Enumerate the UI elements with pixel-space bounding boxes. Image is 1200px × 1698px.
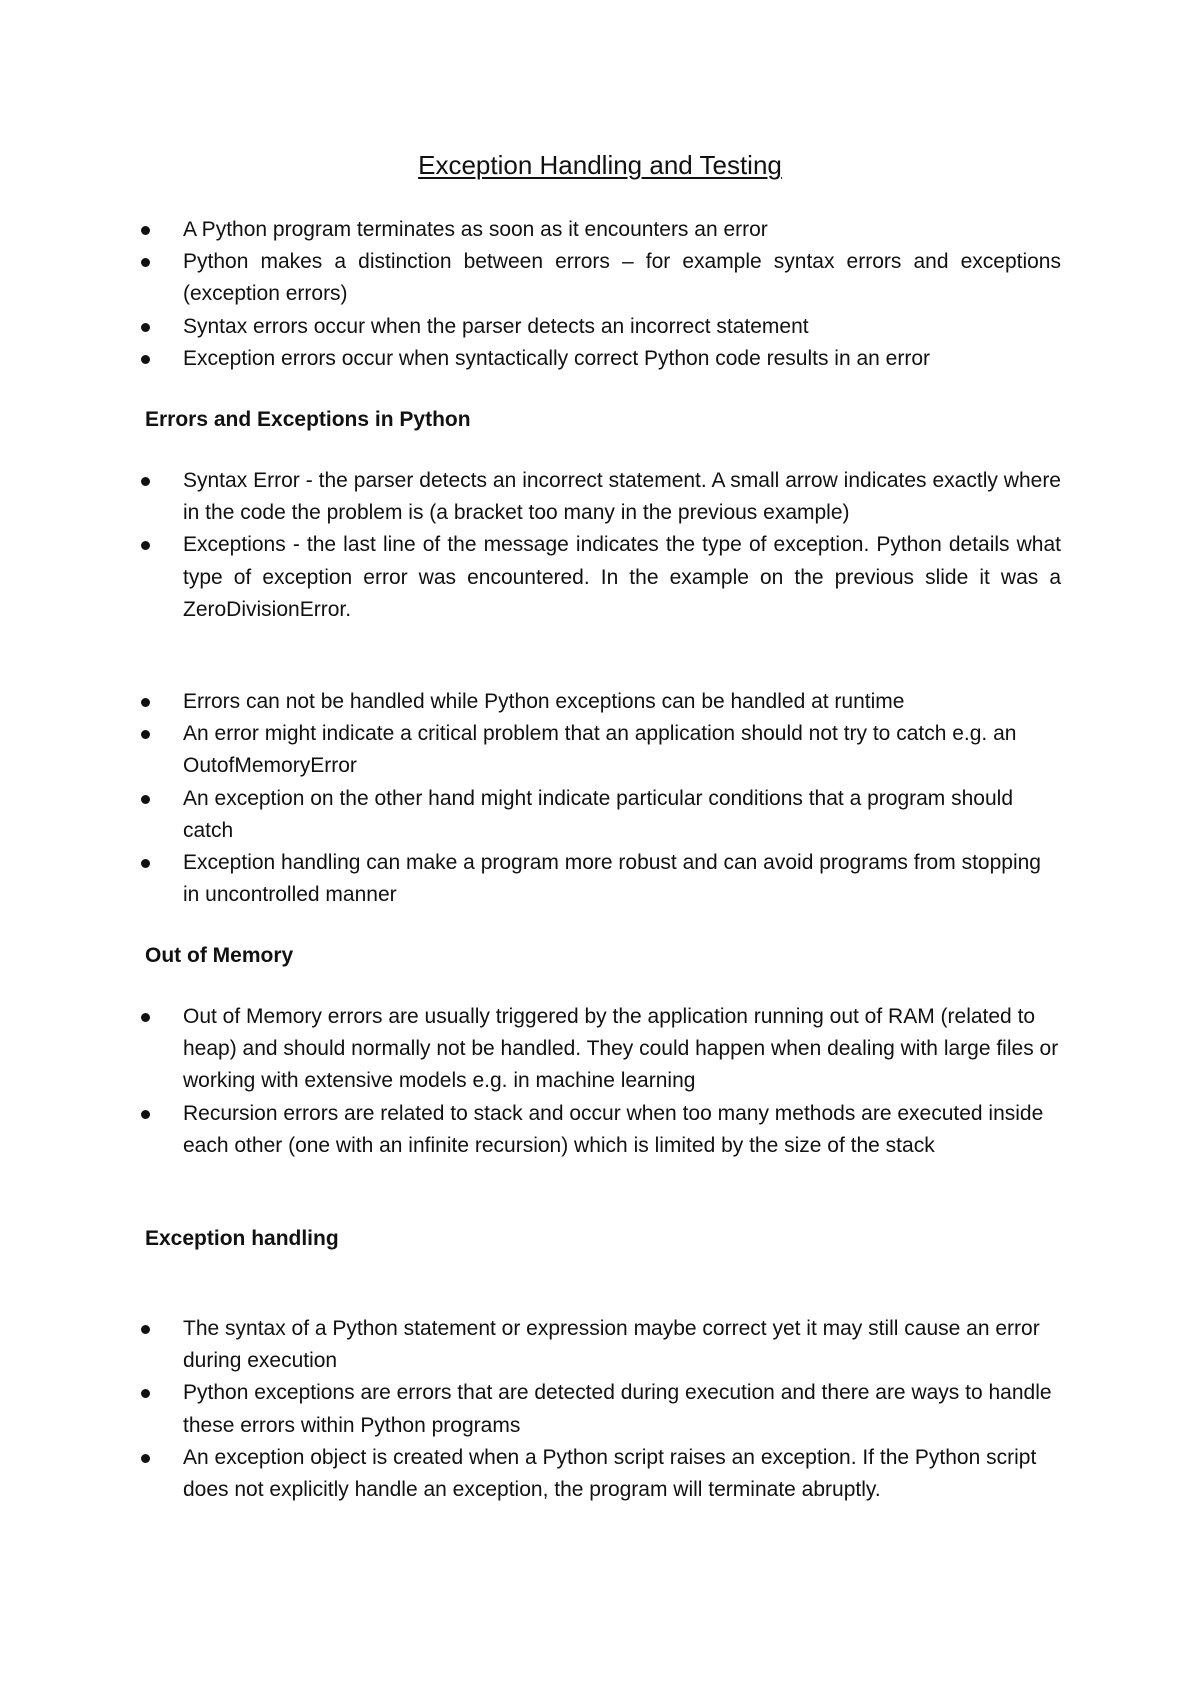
- bullet-icon: [141, 1110, 150, 1119]
- errors-list: [0, 465, 1061, 626]
- list-item: Syntax errors occur when the parser detects an incorrect statement: [0, 311, 1061, 343]
- list-item: Exception handling can make a program more robust and can avoid programs from stopping in uncontrolled manner: [0, 847, 1061, 911]
- list-item: Python exceptions are errors that are detected during execution and there are ways to handle these errors within Python programs: [0, 1377, 1061, 1441]
- bullet-icon: [141, 323, 150, 332]
- list-item: Python makes a distinction between errors – for example syntax errors and exceptions (exception errors): [0, 246, 1061, 310]
- bullet-icon: [141, 541, 150, 550]
- section-heading-out-of-memory: Out of Memory: [145, 944, 294, 967]
- bullet-icon: [141, 859, 150, 868]
- errors-vs-exceptions-list: [0, 686, 1061, 911]
- list-item: Recursion errors are related to stack and occur when too many methods are executed inside each other (one with an infinite recursion) which is limited by the size of the stack: [0, 1098, 1061, 1162]
- bullet-icon: [141, 1454, 150, 1463]
- list-item: A Python program terminates as soon as it encounters an error: [0, 214, 1061, 246]
- bullet-icon: [141, 698, 150, 707]
- bullet-icon: [141, 226, 150, 235]
- bullet-icon: [141, 1013, 150, 1022]
- bullet-icon: [141, 1389, 150, 1398]
- bullet-icon: [141, 258, 150, 267]
- list-item: Exception errors occur when syntactically correct Python code results in an error: [0, 343, 1061, 375]
- bullet-icon: [141, 1325, 150, 1334]
- section-heading-errors: Errors and Exceptions in Python: [145, 408, 471, 431]
- bullet-icon: [141, 477, 150, 486]
- list-item: Errors can not be handled while Python exceptions can be handled at runtime: [0, 686, 1061, 718]
- section-heading-exception-handling: Exception handling: [145, 1227, 339, 1250]
- list-item: An error might indicate a critical problem that an application should not try to catch e.g. an OutofMemoryError: [0, 718, 1061, 782]
- bullet-icon: [141, 730, 150, 739]
- list-item: Exceptions - the last line of the message indicates the type of exception. Python details what type of exception error was encountered. In the example on the previous slide it was a ZeroDivisionError.: [0, 529, 1061, 626]
- list-item: An exception on the other hand might indicate particular conditions that a program should catch: [0, 783, 1061, 847]
- handling-list: [0, 1313, 1061, 1506]
- list-item: An exception object is created when a Python script raises an exception. If the Python script does not explicitly handle an exception, the program will terminate abruptly.: [0, 1442, 1061, 1506]
- bullet-icon: [141, 795, 150, 804]
- list-item: Out of Memory errors are usually triggered by the application running out of RAM (related to heap) and should normally not be handled. They could happen when dealing with large files or working with extensive models e.g. in machine learning: [0, 1001, 1061, 1098]
- list-item: The syntax of a Python statement or expression maybe correct yet it may still cause an error during execution: [0, 1313, 1061, 1377]
- page-title: Exception Handling and Testing: [418, 150, 782, 180]
- bullet-icon: [141, 355, 150, 364]
- list-item: Syntax Error - the parser detects an incorrect statement. A small arrow indicates exactly where in the code the problem is (a bracket too many in the previous example): [0, 465, 1061, 529]
- intro-list: [0, 214, 1061, 375]
- memory-list: [0, 1001, 1061, 1162]
